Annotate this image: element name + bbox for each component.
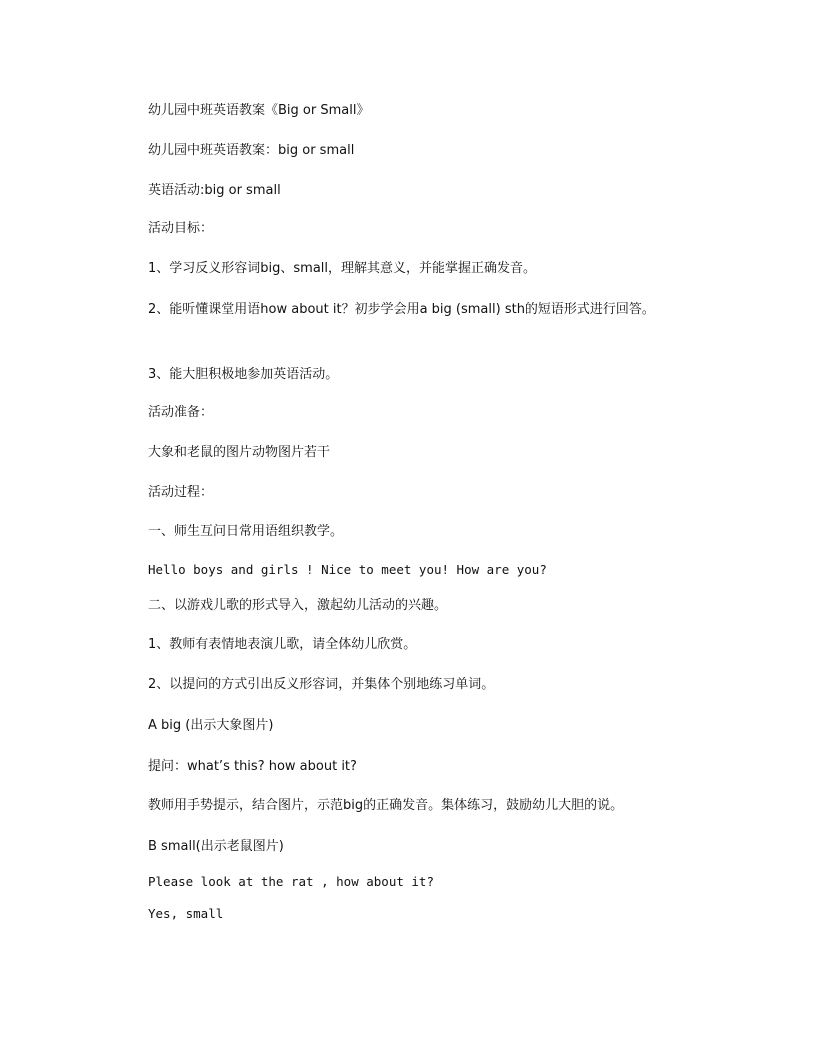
document-subtitle: 幼儿园中班英语教案：big or small: [148, 143, 355, 158]
step-2: 二、以游戏儿歌的形式导入，激起幼儿活动的兴趣。: [148, 598, 448, 613]
process-heading: 活动过程：: [148, 485, 214, 500]
b-small-line: B small(出示老鼠图片): [148, 839, 284, 854]
goal-3: 3、能大胆积极地参加英语活动。: [148, 367, 339, 382]
activity-line: 英语活动:big or small: [148, 183, 281, 198]
question-line: 提问：what’s this? how about it?: [148, 759, 357, 774]
teacher-note: 教师用手势提示，结合图片，示范big的正确发音。集体练习，鼓励幼儿大胆的说。: [148, 798, 624, 813]
preparation-text: 大象和老鼠的图片动物图片若干: [148, 445, 331, 460]
preparation-heading: 活动准备：: [148, 405, 214, 420]
goal-2: 2、能听懂课堂用语how about it？初步学会用a big (small) sth的短语形式进行回答。: [148, 302, 655, 317]
step-1: 一、师生互问日常用语组织教学。: [148, 524, 344, 539]
goal-1: 1、学习反义形容词big、small，理解其意义，并能掌握正确发音。: [148, 261, 537, 276]
step-2-2: 2、以提问的方式引出反义形容词，并集体个别地练习单词。: [148, 677, 495, 692]
document-title: 幼儿园中班英语教案《Big or Small》: [148, 103, 370, 118]
step-2-1: 1、教师有表情地表演儿歌，请全体幼儿欣赏。: [148, 637, 417, 652]
greeting-line: Hello boys and girls ! Nice to meet you! How are you?: [148, 562, 547, 577]
rat-line: Please look at the rat , how about it?: [148, 874, 434, 889]
a-big-line: A big (出示大象图片): [148, 718, 274, 733]
yes-small-line: Yes, small: [148, 906, 224, 921]
goals-heading: 活动目标：: [148, 221, 214, 236]
